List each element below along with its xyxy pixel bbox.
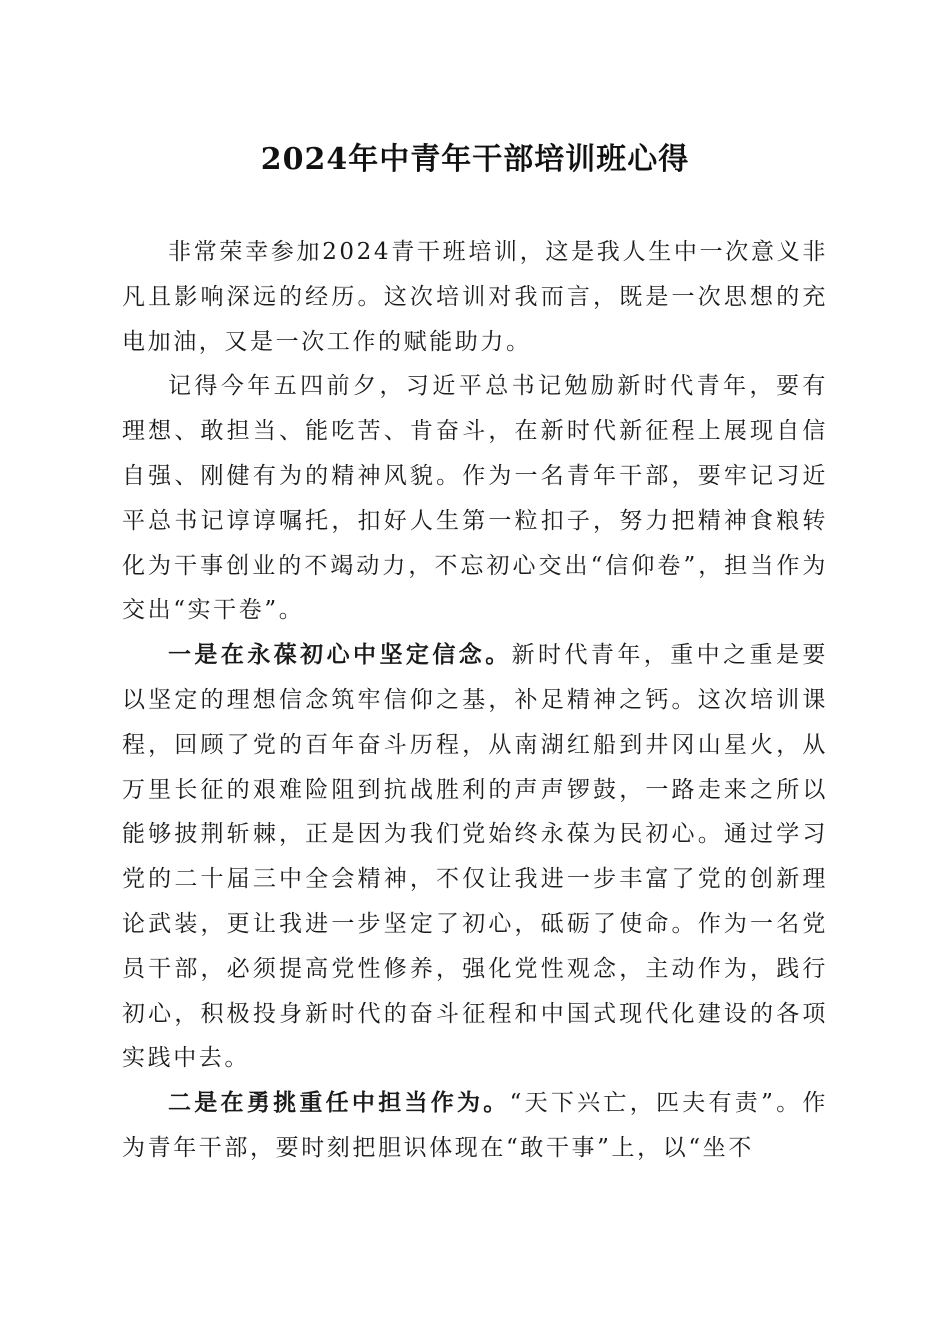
paragraph-3 (122, 633, 828, 1081)
paragraph-1-text: 非常荣幸参加2024青干班培训，这是我人生中一次意义非凡且影响深远的经历。这次培训对我而言，既是一次思想的充电加油，又是一次工作的赋能助力。 (122, 239, 828, 355)
paragraph-3-text: 新时代青年，重中之重是要以坚定的理想信念筑牢信仰之基，补足精神之钙。这次培训课程，回顾了党的百年奋斗历程，从南湖红船到井冈山星火，从万里长征的艰难险阻到抗战胜利的声声锣鼓，一路走来之所以能够披荆斩棘，正是因为我们党始终永葆为民初心。通过学习党的二十届三中全会精神，不仅让我进一步丰富了党的创新理论武装，更让我进一步坚定了初心，砥砺了使命。作为一名党员干部，必须提高党性修养，强化党性观念，主动作为，践行初心，积极投身新时代的奋斗征程和中国式现代化建设的各项实践中去。 (122, 642, 828, 1072)
paragraph-3-lead: 一是在永葆初心中坚定信念。 (168, 641, 512, 669)
paragraph-4-text: “天下兴亡，匹夫有责”。作为青年干部，要时刻把胆识体现在“敢干事”上，以“坐不 (122, 1090, 828, 1161)
paragraph-2 (122, 364, 828, 633)
paragraph-4 (122, 1081, 828, 1171)
paragraph-2-text: 记得今年五四前夕，习近平总书记勉励新时代青年，要有理想、敢担当、能吃苦、肯奋斗，在新时代新征程上展现自信自强、刚健有为的精神风貌。作为一名青年干部，要牢记习近平总书记谆谆嘱托，扣好人生第一粒扣子，努力把精神食粮转化为干事创业的不竭动力，不忘初心交出“信仰卷”，担当作为交出“实干卷”。 (122, 373, 828, 624)
paragraph-1 (122, 230, 828, 364)
document-title: 2024年中青年干部培训班心得 (260, 142, 690, 177)
document-body (122, 230, 828, 1171)
paragraph-4-lead: 二是在勇挑重任中担当作为。 (168, 1089, 510, 1117)
